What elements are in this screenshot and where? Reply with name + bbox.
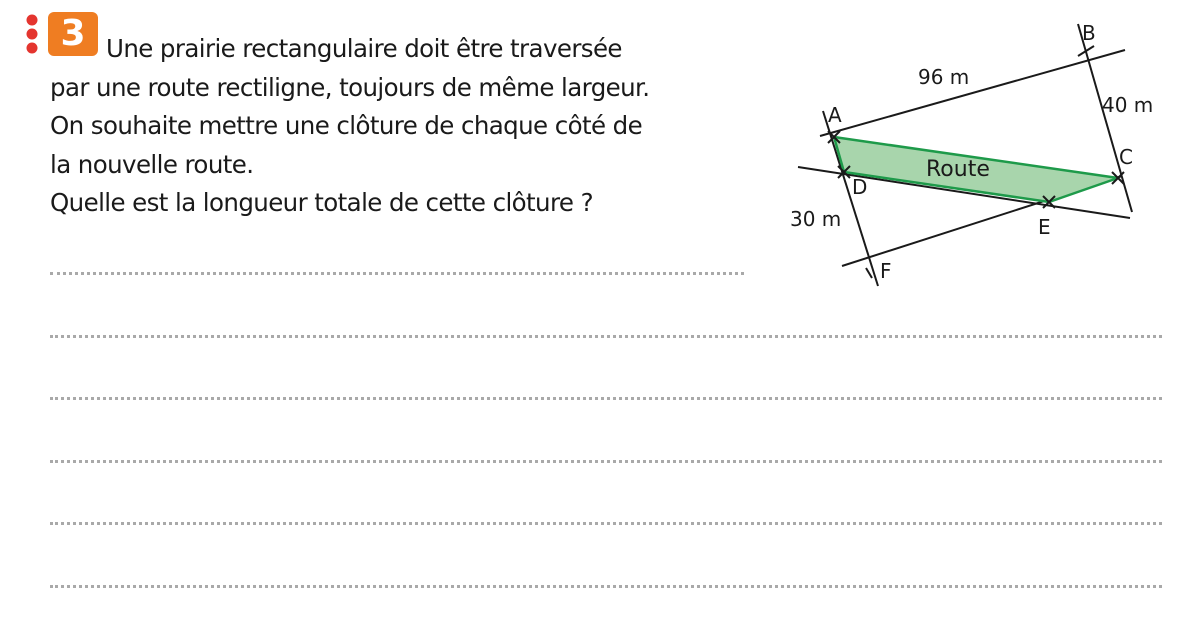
answer-line[interactable] — [50, 522, 1162, 525]
point-label-d: D — [852, 175, 868, 199]
point-label-c: C — [1119, 145, 1133, 169]
measure-df: 30 m — [790, 207, 842, 231]
answer-line[interactable] — [50, 460, 1162, 463]
point-label-f: F — [880, 259, 892, 283]
point-label-e: E — [1038, 215, 1051, 239]
statement-line: Quelle est la longueur totale de cette clôture ? — [50, 188, 593, 217]
prairie-road-figure — [760, 10, 1180, 290]
statement-line: On souhaite mettre une clôture de chaque côté de — [50, 111, 643, 140]
field-edge-af — [823, 111, 878, 286]
statement-line: par une route rectiligne, toujours de même largeur. — [50, 72, 650, 102]
answer-line[interactable] — [50, 335, 1162, 338]
mark-f — [866, 268, 872, 278]
difficulty-dots-icon — [22, 12, 44, 56]
statement-line: la nouvelle route. — [50, 149, 254, 179]
exercise-statement — [50, 30, 770, 223]
measure-ab: 96 m — [918, 65, 970, 89]
road-label: Route — [926, 157, 990, 182]
exercise-number: 3 — [48, 12, 98, 56]
statement-line: Une prairie rectangulaire doit être traversée — [106, 34, 622, 63]
point-label-b: B — [1082, 21, 1096, 45]
answer-line[interactable] — [50, 272, 744, 275]
point-label-a: A — [828, 103, 842, 127]
field-edge-ab — [820, 50, 1125, 136]
answer-line[interactable] — [50, 397, 1162, 400]
measure-bc: 40 m — [1102, 93, 1154, 117]
answer-line[interactable] — [50, 585, 1162, 588]
